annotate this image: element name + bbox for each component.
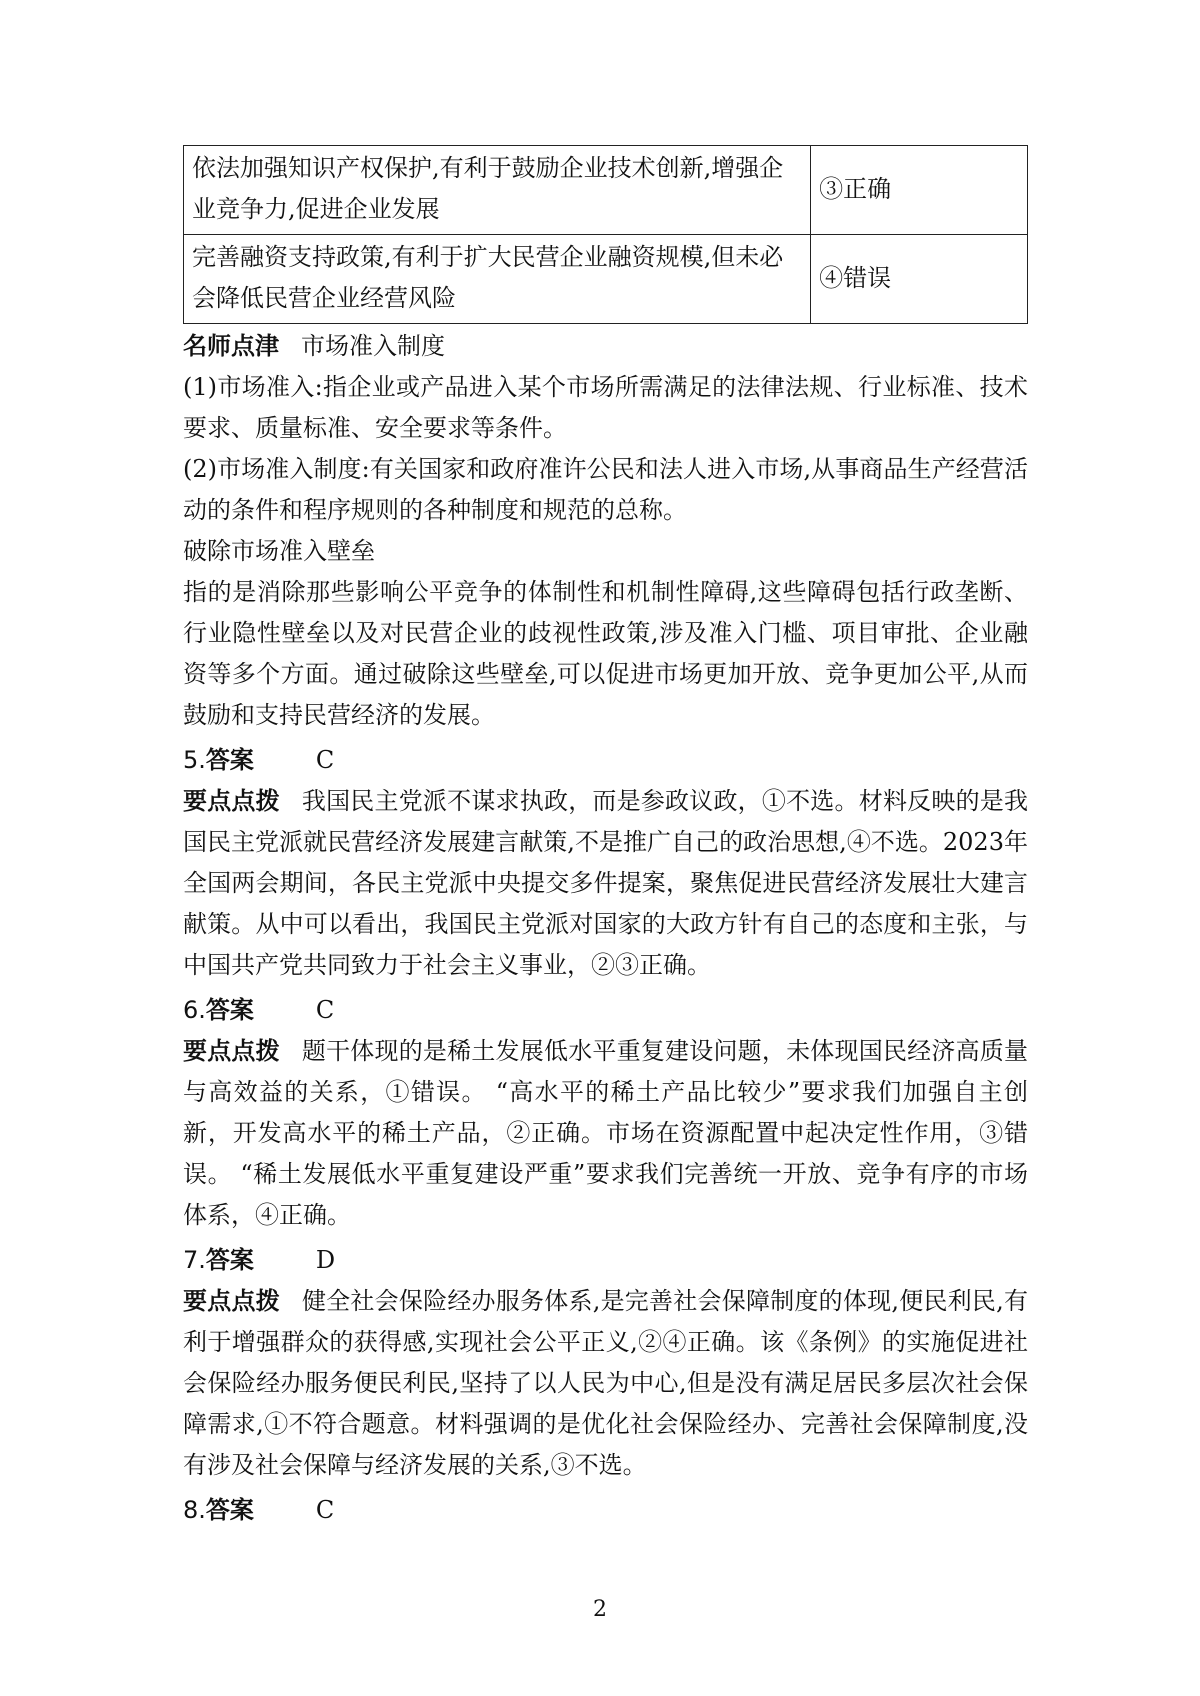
answer-value: C [315, 746, 335, 774]
table-cell-verdict: ③正确 [811, 146, 1028, 235]
key-point [183, 1281, 1028, 1486]
teacher-tip-section [183, 326, 1028, 736]
answer-block-8 [183, 1490, 1028, 1531]
key-point [183, 781, 1028, 986]
analysis-table [183, 145, 1028, 324]
tip-title: 市场准入制度 [301, 332, 445, 360]
tip-paragraph: 指的是消除那些影响公平竞争的体制性和机制性障碍,这些障碍包括行政垄断、行业隐性壁垒以及对民营企业的歧视性政策,涉及准入门槛、项目审批、企业融资等多个方面。通过破除这些壁垒,可以促进市场更加开放、竞争更加公平,从而鼓励和支持民营经济的发展。 [183, 578, 1028, 729]
answer-label: 答案 [205, 1246, 254, 1274]
key-point-label: 要点点拨 [183, 1037, 280, 1065]
question-number: 8. [183, 1496, 206, 1524]
table-cell-reason: 完善融资支持政策,有利于扩大民营企业融资规模,但未必会降低民营企业经营风险 [184, 235, 811, 324]
tip-paragraph: (2)市场准入制度:有关国家和政府准许公民和法人进入市场,从事商品生产经营活动的条件和程序规则的各种制度和规范的总称。 [183, 455, 1028, 524]
answer-block-7 [183, 1240, 1028, 1486]
question-number: 7. [183, 1246, 206, 1274]
key-point-text: 健全社会保险经办服务体系,是完善社会保障制度的体现,便民利民,有利于增强群众的获得感,实现社会公平正义,②④正确。该《条例》的实施促进社会保险经办服务便民利民,坚持了以人民为中心,但是没有满足居民多层次社会保障需求,①不符合题意。材料强调的是优化社会保险经办、完善社会保障制度,没有涉及社会保障与经济发展的关系,③不选。 [183, 1287, 1029, 1479]
table-row [184, 235, 1028, 324]
tip-label: 名师点津 [183, 332, 279, 360]
key-point-label: 要点点拨 [183, 1287, 280, 1315]
key-point [183, 1031, 1028, 1236]
answer-line [183, 1240, 1028, 1281]
page-number: 2 [593, 1597, 607, 1622]
question-number: 5. [183, 746, 206, 774]
key-point-text: 题干体现的是稀土发展低水平重复建设问题，未体现国民经济高质量与高效益的关系，①错误。 “高水平的稀土产品比较少”要求我们加强自主创新，开发高水平的稀土产品，②正确。市场在资源配置中起决定性作用，③错误。 “稀土发展低水平重复建设严重”要求我们完善统一开放、竞争有序的市场体系，④正确。 [183, 1037, 1029, 1229]
key-point-label: 要点点拨 [183, 787, 280, 815]
answer-line [183, 990, 1028, 1031]
answer-value: C [315, 996, 335, 1024]
answer-block-6 [183, 990, 1028, 1236]
answer-block-5 [183, 740, 1028, 986]
tip-heading [183, 326, 1028, 367]
answer-label: 答案 [205, 746, 254, 774]
table-row [184, 146, 1028, 235]
answer-value: C [315, 1496, 335, 1524]
table-cell-verdict: ④错误 [811, 235, 1028, 324]
answer-line [183, 740, 1028, 781]
answer-label: 答案 [205, 996, 254, 1024]
question-number: 6. [183, 996, 206, 1024]
tip-paragraph: (1)市场准入:指企业或产品进入某个市场所需满足的法律法规、行业标准、技术要求、质量标准、安全要求等条件。 [183, 373, 1028, 442]
key-point-text: 我国民主党派不谋求执政，而是参政议政，①不选。材料反映的是我国民主党派就民营经济发展建言献策,不是推广自己的政治思想,④不选。2023年全国两会期间，各民主党派中央提交多件提案，聚焦促进民营经济发展壮大建言献策。从中可以看出，我国民主党派对国家的大政方针有自己的态度和主张，与中国共产党共同致力于社会主义事业，②③正确。 [183, 787, 1029, 979]
page-content [183, 145, 1028, 1531]
answer-value: D [315, 1246, 336, 1274]
answer-label: 答案 [205, 1496, 254, 1524]
tip-subtitle: 破除市场准入壁垒 [183, 537, 375, 565]
table-cell-reason: 依法加强知识产权保护,有利于鼓励企业技术创新,增强企业竞争力,促进企业发展 [184, 146, 811, 235]
answer-line [183, 1490, 1028, 1531]
